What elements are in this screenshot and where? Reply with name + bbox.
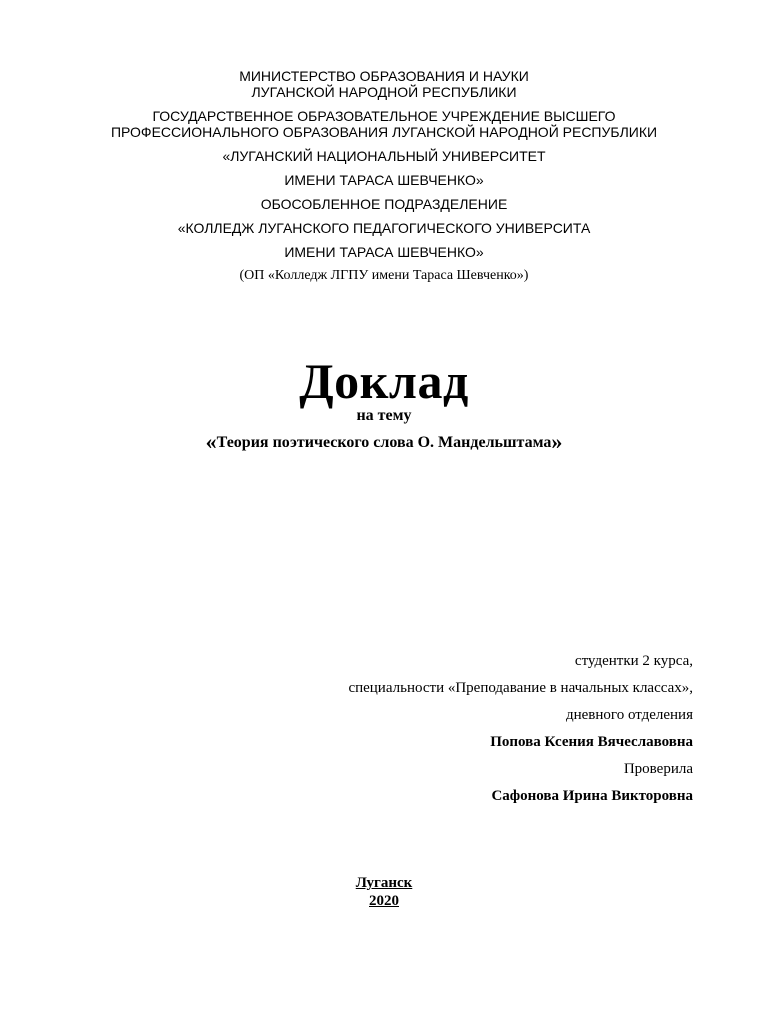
document-topic <box>0 429 768 454</box>
ministry-line-1: МИНИСТЕРСТВО ОБРАЗОВАНИЯ И НАУКИ <box>239 68 529 84</box>
university-line-2: ИМЕНИ ТАРАСА ШЕВЧЕНКО» <box>284 172 484 188</box>
college-line-2: ИМЕНИ ТАРАСА ШЕВЧЕНКО» <box>284 244 484 260</box>
teacher-name: Сафонова Ирина Викторовна <box>491 788 693 804</box>
institution-header <box>0 68 768 284</box>
student-department: дневного отделения <box>565 707 693 723</box>
footer-year: 2020 <box>369 893 399 909</box>
college-short-name: (ОП «Колледж ЛГПУ имени Тараса Шевченко») <box>239 268 529 283</box>
document-subtitle: на тему <box>356 407 412 424</box>
student-name: Попова Ксения Вячеславовна <box>490 734 693 750</box>
division-line: ОБОСОБЛЕННОЕ ПОДРАЗДЕЛЕНИЕ <box>260 196 508 212</box>
university-line-1: «ЛУГАНСКИЙ НАЦИОНАЛЬНЫЙ УНИВЕРСИТЕТ <box>222 148 546 164</box>
institution-line-2: ПРОФЕССИОНАЛЬНОГО ОБРАЗОВАНИЯ ЛУГАНСКОЙ НАРОДНОЙ РЕСПУБЛИКИ <box>110 124 658 140</box>
title-block <box>0 352 768 453</box>
college-line-1: «КОЛЛЕДЖ ЛУГАНСКОГО ПЕДАГОГИЧЕСКОГО УНИВЕРСИТА <box>177 220 591 236</box>
student-course: студентки 2 курса, <box>574 653 693 669</box>
footer-city: Луганск <box>355 875 413 891</box>
topic-text: Теория поэтического слова О. Мандельштама <box>216 434 552 451</box>
topic-open-quote: « <box>205 429 217 454</box>
document-title: Доклад <box>299 353 469 409</box>
author-block <box>348 652 693 814</box>
institution-line-1: ГОСУДАРСТВЕННОЕ ОБРАЗОВАТЕЛЬНОЕ УЧРЕЖДЕНИЕ ВЫСШЕГО <box>152 108 616 124</box>
checked-by-label: Проверила <box>623 761 693 777</box>
footer-place-date <box>0 874 768 910</box>
student-specialty: специальности «Преподавание в начальных классах», <box>348 680 693 696</box>
ministry-line-2: ЛУГАНСКОЙ НАРОДНОЙ РЕСПУБЛИКИ <box>251 84 517 100</box>
topic-close-quote: » <box>551 429 563 454</box>
